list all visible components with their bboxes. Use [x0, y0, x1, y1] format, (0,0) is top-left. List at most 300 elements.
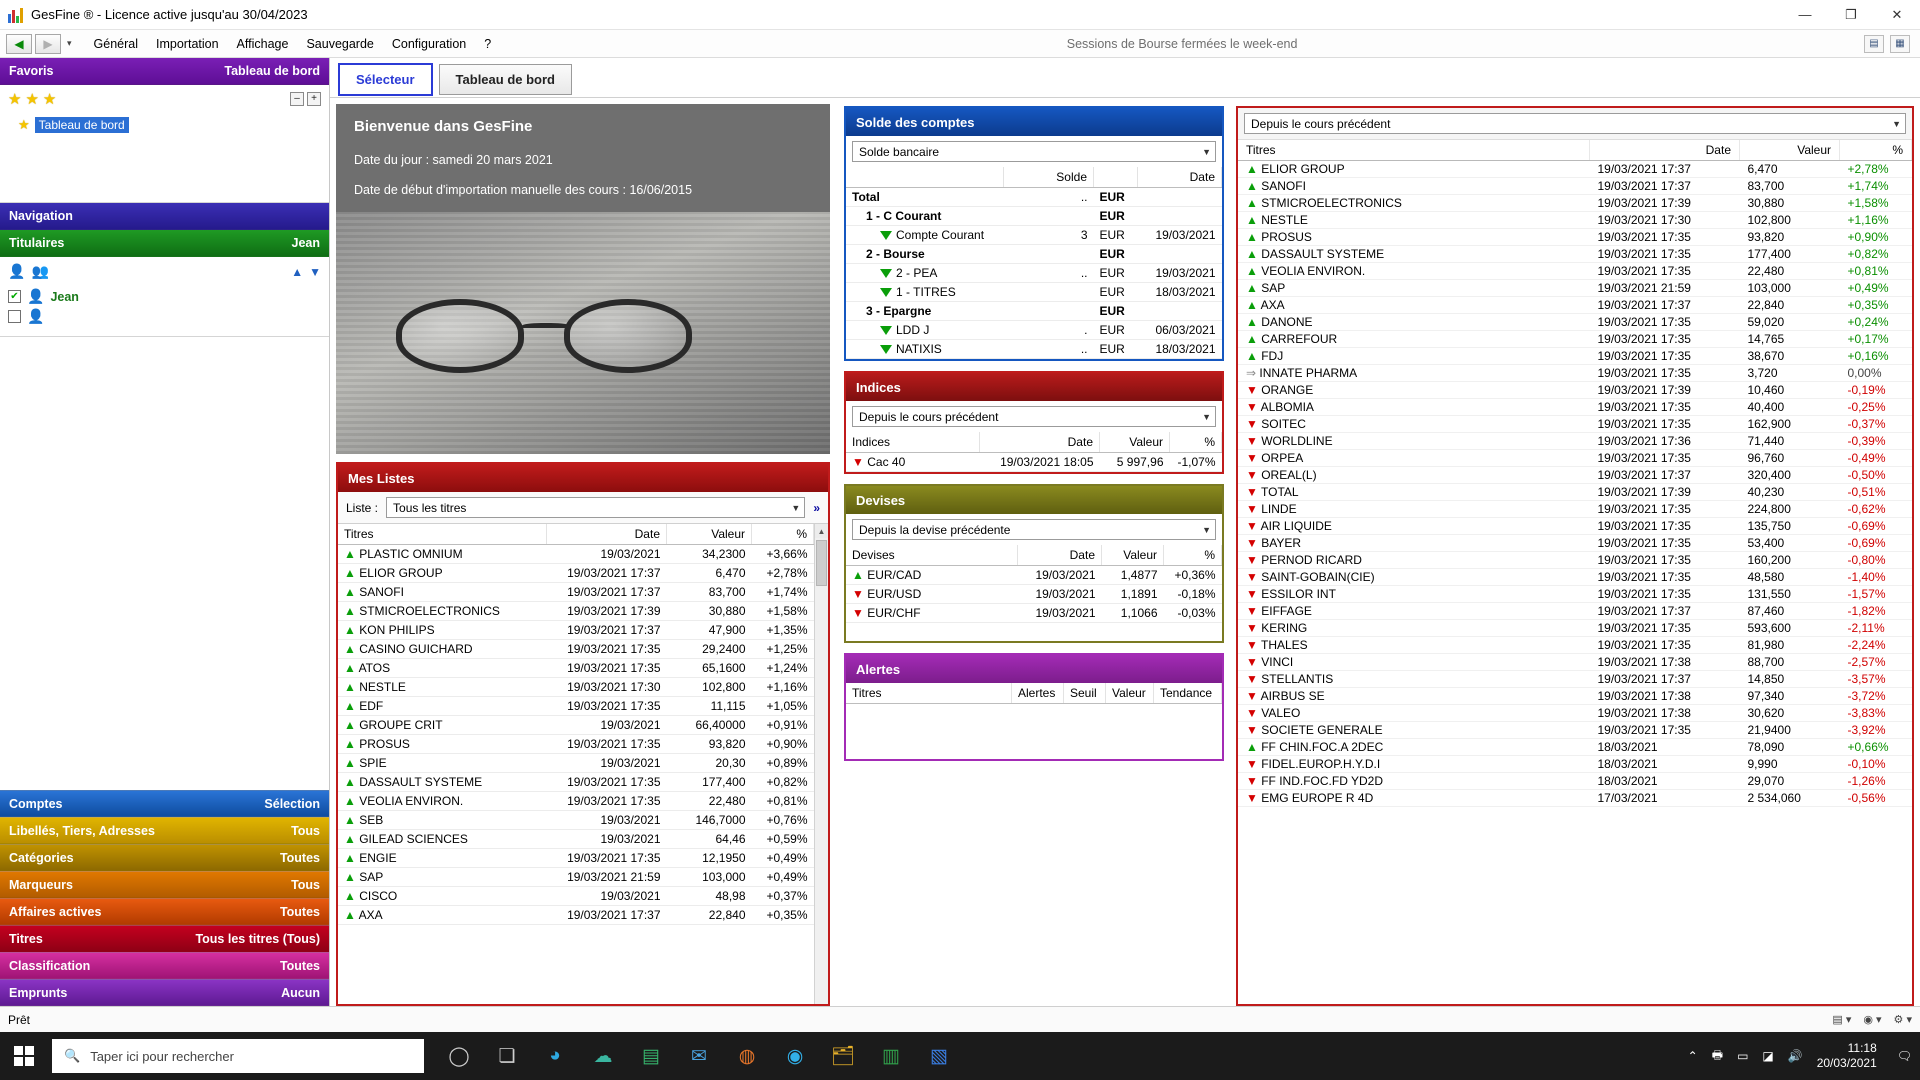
- main-area: [330, 58, 1920, 1006]
- system-tray: [1688, 1041, 1920, 1071]
- star-icon[interactable]: ★: [25, 91, 39, 108]
- row-date: 19/03/2021: [547, 811, 667, 830]
- col-date[interactable]: Date: [980, 432, 1100, 453]
- table-row[interactable]: [1238, 280, 1912, 297]
- minimize-button[interactable]: —: [1798, 7, 1812, 22]
- table-row[interactable]: [1238, 467, 1912, 484]
- menu-affichage[interactable]: Affichage: [236, 36, 289, 51]
- printer-icon[interactable]: 🖶: [1711, 1047, 1724, 1062]
- table-row[interactable]: [846, 188, 1222, 207]
- row-value: 93,820: [667, 735, 752, 754]
- devises-panel: [844, 484, 1224, 643]
- edit-person-icon[interactable]: 👥: [31, 263, 49, 279]
- table-row[interactable]: [1238, 552, 1912, 569]
- cours-select[interactable]: [1244, 113, 1906, 134]
- row-name: ▼ EUR/CHF: [846, 604, 1018, 623]
- col-titres[interactable]: Titres: [338, 524, 547, 545]
- table-row[interactable]: [846, 264, 1222, 283]
- sidebar-item-comptes[interactable]: [0, 790, 329, 817]
- sidebar-item-value: Aucun: [281, 985, 320, 1000]
- col-date[interactable]: Date: [1018, 545, 1102, 566]
- gesfine-icon[interactable]: ▥: [882, 1045, 900, 1067]
- tab-selecteur[interactable]: Sélecteur: [338, 63, 433, 96]
- table-row[interactable]: [846, 604, 1222, 623]
- row-pct: -0,50%: [1840, 467, 1912, 484]
- explorer-icon[interactable]: 🗂: [830, 1046, 856, 1067]
- chart-icon[interactable]: ▤: [1864, 35, 1884, 53]
- sidebar-item-value: Tous: [291, 877, 320, 892]
- sidebar-item-categories[interactable]: [0, 844, 329, 871]
- table-row[interactable]: [1238, 314, 1912, 331]
- table-row[interactable]: [338, 697, 814, 716]
- sidebar-item-emprunts[interactable]: [0, 979, 329, 1006]
- row-pct: +3,66%: [752, 545, 814, 564]
- network-icon[interactable]: ◪: [1762, 1049, 1774, 1063]
- table-row[interactable]: [1238, 331, 1912, 348]
- settings-icon[interactable]: ⚙ ▾: [1893, 1014, 1912, 1026]
- table-row[interactable]: [1238, 722, 1912, 739]
- sidebar-section-navigation[interactable]: [0, 203, 329, 230]
- table-row[interactable]: [1238, 382, 1912, 399]
- table-row[interactable]: [1238, 654, 1912, 671]
- notifications-icon[interactable]: 🗨: [1896, 1049, 1912, 1063]
- sidebar-item-affaires[interactable]: [0, 898, 329, 925]
- menu-configuration[interactable]: Configuration: [391, 36, 467, 51]
- chevron-down-icon[interactable]: ▾: [67, 38, 72, 48]
- devises-select[interactable]: [852, 519, 1216, 540]
- row-name: ▼ ORANGE: [1238, 382, 1590, 399]
- trend-down-icon: ▼: [1246, 655, 1258, 669]
- row-name: ▲ STMICROELECTRONICS: [338, 602, 547, 621]
- row-date: 19/03/2021 17:35: [1590, 518, 1740, 535]
- table-row[interactable]: [1238, 484, 1912, 501]
- volume-icon[interactable]: 🔊: [1787, 1049, 1803, 1063]
- cours-table: [1238, 140, 1912, 807]
- notes-icon[interactable]: ▤: [642, 1045, 660, 1067]
- trend-down-icon: ▼: [1246, 536, 1258, 550]
- row-value: 81,980: [1740, 637, 1840, 654]
- table-row[interactable]: [1238, 773, 1912, 790]
- table-row[interactable]: [1238, 195, 1912, 212]
- trend-up-icon: ▲: [344, 832, 356, 846]
- table-row[interactable]: [338, 659, 814, 678]
- trend-up-icon: ▲: [1246, 196, 1258, 210]
- sidebar-section-titulaires[interactable]: [0, 230, 329, 257]
- cours-panel: [1236, 106, 1914, 1006]
- row-pct: +1,24%: [752, 659, 814, 678]
- account-balance: .: [1004, 321, 1094, 340]
- row-value: 71,440: [1740, 433, 1840, 450]
- table-row[interactable]: [338, 811, 814, 830]
- network-icon[interactable]: ◉ ▾: [1863, 1014, 1882, 1026]
- titulaires-panel: [0, 257, 329, 337]
- table-row[interactable]: [846, 207, 1222, 226]
- row-pct: +2,78%: [1840, 161, 1912, 178]
- table-row[interactable]: [338, 868, 814, 887]
- table-row[interactable]: [846, 283, 1222, 302]
- trend-up-icon: ▲: [344, 889, 356, 903]
- menu-help[interactable]: ?: [484, 36, 492, 51]
- table-row[interactable]: [1238, 790, 1912, 807]
- table-row[interactable]: [1238, 535, 1912, 552]
- table-row[interactable]: [1238, 569, 1912, 586]
- trend-up-icon: ▲: [344, 547, 356, 561]
- sidebar-item-label: Emprunts: [9, 985, 68, 1000]
- col-seuil[interactable]: Seuil: [1064, 683, 1106, 704]
- table-row[interactable]: [1238, 620, 1912, 637]
- status-bar: [0, 1006, 1920, 1032]
- row-name: ▼ SOITEC: [1238, 416, 1590, 433]
- table-row[interactable]: [1238, 739, 1912, 756]
- skype-icon[interactable]: ◉: [786, 1045, 804, 1067]
- col-pct[interactable]: %: [1840, 140, 1912, 161]
- forward-button[interactable]: ▶: [35, 34, 61, 54]
- table-row[interactable]: [338, 773, 814, 792]
- row-pct: +0,36%: [1164, 566, 1222, 585]
- row-name: ▲ KON PHILIPS: [338, 621, 547, 640]
- table-row[interactable]: [1238, 229, 1912, 246]
- col-alertes[interactable]: Alertes: [1012, 683, 1064, 704]
- favoris-title: Favoris: [9, 64, 54, 78]
- row-pct: +0,81%: [1840, 263, 1912, 280]
- table-row[interactable]: [1238, 263, 1912, 280]
- row-pct: -1,07%: [1170, 453, 1222, 472]
- account-currency: EUR: [1094, 302, 1138, 321]
- table-row[interactable]: [338, 678, 814, 697]
- dashboard-content: [330, 98, 1920, 1006]
- scrollbar-thumb[interactable]: [816, 540, 827, 586]
- table-row[interactable]: [1238, 161, 1912, 178]
- col-valeur[interactable]: Valeur: [667, 524, 752, 545]
- titulaires-value: Jean: [291, 236, 320, 250]
- table-row[interactable]: [338, 640, 814, 659]
- titulaire-checkbox[interactable]: [8, 310, 21, 323]
- row-pct: +0,49%: [752, 868, 814, 887]
- sidebar-item-titres[interactable]: [0, 925, 329, 952]
- col-valeur[interactable]: Valeur: [1740, 140, 1840, 161]
- table-row[interactable]: [846, 340, 1222, 359]
- row-value: 224,800: [1740, 501, 1840, 518]
- menu-importation[interactable]: Importation: [156, 36, 219, 51]
- row-value: 11,115: [667, 697, 752, 716]
- table-header-row: [338, 524, 814, 545]
- table-row[interactable]: [1238, 246, 1912, 263]
- row-name: ▲ NESTLE: [1238, 212, 1590, 229]
- trend-up-icon: ▲: [1246, 247, 1258, 261]
- col-solde[interactable]: Solde: [1004, 167, 1094, 188]
- table-row[interactable]: [846, 585, 1222, 604]
- row-pct: +2,78%: [752, 564, 814, 583]
- table-row[interactable]: [1238, 586, 1912, 603]
- row-name: ▲ DANONE: [1238, 314, 1590, 331]
- col-date[interactable]: Date: [547, 524, 667, 545]
- menu-general[interactable]: Général: [93, 36, 139, 51]
- col-date[interactable]: Date: [1138, 167, 1222, 188]
- grid-icon[interactable]: ▦: [1890, 35, 1910, 53]
- solde-bancaire-select[interactable]: [852, 141, 1216, 162]
- firefox-icon[interactable]: ◍: [738, 1045, 756, 1067]
- trend-up-icon: ▲: [344, 851, 356, 865]
- edge-icon[interactable]: ◕: [549, 1045, 561, 1066]
- scroll-up-icon[interactable]: ▲: [815, 524, 828, 538]
- mail-icon[interactable]: ✉: [691, 1045, 707, 1067]
- task-view-icon[interactable]: ❏: [498, 1045, 516, 1067]
- expand-triangle-icon[interactable]: [880, 345, 892, 354]
- table-row[interactable]: [1238, 501, 1912, 518]
- col-valeur[interactable]: Valeur: [1100, 432, 1170, 453]
- close-button[interactable]: ✕: [1891, 6, 1903, 22]
- expand-triangle-icon[interactable]: [880, 231, 892, 240]
- table-row[interactable]: [846, 226, 1222, 245]
- col-pct[interactable]: %: [1170, 432, 1222, 453]
- row-date: 18/03/2021: [1590, 739, 1740, 756]
- table-row[interactable]: [1238, 671, 1912, 688]
- table-row[interactable]: [846, 566, 1222, 585]
- row-date: 19/03/2021 17:35: [547, 849, 667, 868]
- row-name: ▲ EUR/CAD: [846, 566, 1018, 585]
- expand-triangle-icon[interactable]: [880, 269, 892, 278]
- table-row[interactable]: [846, 453, 1222, 472]
- table-row[interactable]: [338, 716, 814, 735]
- table-row[interactable]: [338, 849, 814, 868]
- sidebar-spacer: [0, 337, 329, 790]
- star-icon[interactable]: ★: [8, 91, 22, 108]
- chevron-down-icon: ▼: [1892, 118, 1901, 129]
- table-row[interactable]: [1238, 603, 1912, 620]
- row-value: 162,900: [1740, 416, 1840, 433]
- cours-select-value: Depuis le cours précédent: [1251, 116, 1391, 131]
- panel-icon[interactable]: ▤ ▾: [1832, 1014, 1852, 1026]
- star-icon[interactable]: ★: [42, 91, 57, 108]
- col-titres[interactable]: Titres: [1238, 140, 1590, 161]
- col-devises[interactable]: Devises: [846, 545, 1018, 566]
- search-placeholder: Taper ici pour rechercher: [90, 1048, 234, 1064]
- menubar-icons: [1864, 35, 1920, 53]
- col-devise: [1094, 167, 1138, 188]
- row-value: 83,700: [667, 583, 752, 602]
- table-row[interactable]: [338, 887, 814, 906]
- table-row[interactable]: [1238, 756, 1912, 773]
- row-date: 19/03/2021 17:37: [1590, 161, 1740, 178]
- collapse-all-button[interactable]: –: [290, 92, 304, 106]
- row-date: 19/03/2021 17:35: [1590, 501, 1740, 518]
- row-pct: -0,37%: [1840, 416, 1912, 433]
- titulaire-name: Jean: [50, 289, 79, 304]
- sidebar-item-classification[interactable]: [0, 952, 329, 979]
- row-date: 19/03/2021: [547, 754, 667, 773]
- row-name: ▲ CASINO GUICHARD: [338, 640, 547, 659]
- expand-triangle-icon[interactable]: [880, 326, 892, 335]
- add-person-icon[interactable]: 👤: [8, 263, 26, 279]
- row-date: 19/03/2021 17:35: [547, 735, 667, 754]
- table-row[interactable]: [1238, 433, 1912, 450]
- titulaire-row-jean[interactable]: [8, 288, 321, 305]
- col-valeur[interactable]: Valeur: [1102, 545, 1164, 566]
- col-pct[interactable]: %: [752, 524, 814, 545]
- trend-down-icon: ▼: [1246, 485, 1258, 499]
- row-value: 38,670: [1740, 348, 1840, 365]
- trend-up-icon: ▲: [1246, 213, 1258, 227]
- trend-up-icon: ▲: [344, 585, 356, 599]
- titulaire-checkbox[interactable]: ✔: [8, 290, 21, 303]
- sidebar-item-value: Tous les titres (Tous): [195, 931, 320, 946]
- row-date: 19/03/2021 17:38: [1590, 705, 1740, 722]
- row-pct: -0,69%: [1840, 535, 1912, 552]
- table-row[interactable]: [338, 792, 814, 811]
- table-row[interactable]: [1238, 178, 1912, 195]
- weather-icon[interactable]: ☁: [593, 1045, 613, 1067]
- welcome-text: [336, 104, 830, 227]
- row-name: ▲ GILEAD SCIENCES: [338, 830, 547, 849]
- table-row[interactable]: [1238, 416, 1912, 433]
- table-row[interactable]: [1238, 450, 1912, 467]
- sidebar-item-marqueurs[interactable]: [0, 871, 329, 898]
- trend-down-icon: ▼: [1246, 553, 1258, 567]
- col-date[interactable]: Date: [1590, 140, 1740, 161]
- table-row[interactable]: [1238, 297, 1912, 314]
- trend-down-icon: ▼: [1246, 723, 1258, 737]
- cours-scroll: [1238, 140, 1912, 1004]
- row-pct: -0,10%: [1840, 756, 1912, 773]
- cortana-icon[interactable]: ◯: [448, 1045, 470, 1067]
- column-right: [1230, 98, 1920, 1006]
- row-date: 19/03/2021 21:59: [547, 868, 667, 887]
- sidebar-section-favoris[interactable]: [0, 58, 329, 85]
- back-button[interactable]: ◀: [6, 34, 32, 54]
- row-value: 66,40000: [667, 716, 752, 735]
- clock-time: 11:18: [1847, 1041, 1877, 1055]
- col-indices[interactable]: Indices: [846, 432, 980, 453]
- move-up-icon[interactable]: ▲: [291, 264, 304, 279]
- row-pct: -0,69%: [1840, 518, 1912, 535]
- expand-triangle-icon[interactable]: [880, 288, 892, 297]
- mes-listes-scrollbar[interactable]: [814, 524, 828, 1004]
- menu-sauvegarde[interactable]: Sauvegarde: [306, 36, 374, 51]
- trend-down-icon: ▼: [1246, 519, 1258, 533]
- col-pct[interactable]: %: [1164, 545, 1222, 566]
- account-date: [1138, 245, 1222, 264]
- table-row[interactable]: [338, 754, 814, 773]
- table-header-row: [846, 683, 1222, 704]
- welcome-panel: [336, 104, 830, 454]
- col-tendance[interactable]: Tendance: [1154, 683, 1222, 704]
- glasses-illustration: [396, 299, 726, 385]
- col-valeur[interactable]: Valeur: [1106, 683, 1154, 704]
- row-value: 20,30: [667, 754, 752, 773]
- table-row[interactable]: [338, 621, 814, 640]
- trend-down-icon: ▼: [1246, 791, 1258, 805]
- row-date: 19/03/2021: [1018, 566, 1102, 585]
- row-value: 22,480: [667, 792, 752, 811]
- windows-logo-icon: [14, 1046, 34, 1066]
- table-row[interactable]: [846, 321, 1222, 340]
- table-row[interactable]: [1238, 518, 1912, 535]
- row-date: 19/03/2021 17:35: [1590, 569, 1740, 586]
- expand-list-icon[interactable]: »: [813, 500, 820, 515]
- taskbar-search[interactable]: [52, 1039, 424, 1073]
- row-value: 14,765: [1740, 331, 1840, 348]
- table-row[interactable]: [846, 302, 1222, 321]
- sidebar-item-label: Libellés, Tiers, Adresses: [9, 823, 155, 838]
- word-icon[interactable]: ▧: [930, 1045, 948, 1067]
- trend-down-icon: ▼: [1246, 417, 1258, 431]
- trend-down-icon: ▼: [852, 606, 864, 620]
- row-name: ▼ KERING: [1238, 620, 1590, 637]
- table-row[interactable]: [338, 830, 814, 849]
- table-row[interactable]: [1238, 365, 1912, 382]
- row-date: 19/03/2021 17:35: [1590, 246, 1740, 263]
- chevron-up-icon[interactable]: ⌃: [1687, 1049, 1698, 1063]
- table-row[interactable]: [1238, 637, 1912, 654]
- account-date: [1138, 188, 1222, 207]
- table-row[interactable]: [1238, 212, 1912, 229]
- table-row[interactable]: [338, 735, 814, 754]
- table-row[interactable]: [338, 906, 814, 925]
- account-currency: EUR: [1094, 226, 1138, 245]
- account-date: 18/03/2021: [1138, 283, 1222, 302]
- favoris-panel: [0, 85, 329, 203]
- table-row[interactable]: [338, 545, 814, 564]
- table-row[interactable]: [1238, 688, 1912, 705]
- table-row[interactable]: [338, 583, 814, 602]
- row-name: ▼ THALES: [1238, 637, 1590, 654]
- row-pct: +1,74%: [752, 583, 814, 602]
- liste-select[interactable]: [386, 497, 805, 518]
- row-pct: -3,83%: [1840, 705, 1912, 722]
- alertes-header: Alertes: [846, 655, 1222, 683]
- indices-select[interactable]: [852, 406, 1216, 427]
- row-date: 19/03/2021 17:36: [1590, 433, 1740, 450]
- account-date: 19/03/2021: [1138, 226, 1222, 245]
- taskbar-clock[interactable]: [1817, 1041, 1883, 1071]
- row-name: ▲ VEOLIA ENVIRON.: [338, 792, 547, 811]
- col-titres[interactable]: Titres: [846, 683, 1012, 704]
- table-row[interactable]: [1238, 399, 1912, 416]
- row-name: ▲ AXA: [1238, 297, 1590, 314]
- favoris-tree-item[interactable]: [18, 117, 329, 133]
- row-pct: +0,76%: [752, 811, 814, 830]
- row-date: 19/03/2021 17:37: [1590, 178, 1740, 195]
- table-row[interactable]: [338, 602, 814, 621]
- account-name: 2 - Bourse: [846, 245, 1004, 264]
- devises-select-value: Depuis la devise précédente: [859, 522, 1011, 537]
- trend-up-icon: ▲: [1246, 230, 1258, 244]
- table-row[interactable]: [1238, 348, 1912, 365]
- row-value: 40,230: [1740, 484, 1840, 501]
- row-pct: -1,26%: [1840, 773, 1912, 790]
- sidebar-item-libelles[interactable]: [0, 817, 329, 844]
- expand-all-button[interactable]: +: [307, 92, 321, 106]
- row-pct: -0,18%: [1164, 585, 1222, 604]
- titulaire-row-empty[interactable]: [8, 308, 321, 325]
- table-row[interactable]: [338, 564, 814, 583]
- table-row[interactable]: [846, 245, 1222, 264]
- tab-tableau-de-bord[interactable]: Tableau de bord: [439, 64, 572, 95]
- start-button[interactable]: [0, 1032, 48, 1080]
- maximize-button[interactable]: ❐: [1845, 6, 1857, 22]
- battery-icon[interactable]: ▭: [1737, 1049, 1749, 1063]
- trend-up-icon: ▲: [344, 756, 356, 770]
- table-row[interactable]: [1238, 705, 1912, 722]
- account-balance: [1004, 283, 1094, 302]
- row-value: 103,000: [1740, 280, 1840, 297]
- welcome-import-line: Date de début d'importation manuelle des cours : 16/06/2015: [354, 183, 693, 197]
- navigation-arrows: [6, 34, 75, 54]
- row-value: 2 534,060: [1740, 790, 1840, 807]
- move-down-icon[interactable]: ▼: [309, 264, 321, 279]
- account-date: [1138, 207, 1222, 226]
- row-date: 19/03/2021 17:35: [1590, 229, 1740, 246]
